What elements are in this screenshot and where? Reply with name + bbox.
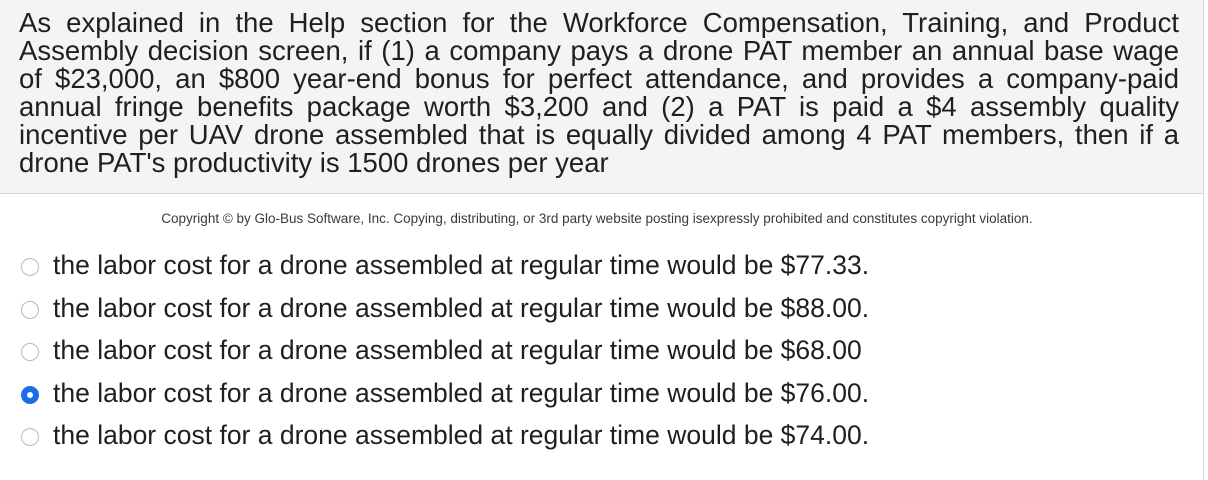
radio-button[interactable]: [21, 343, 39, 361]
question-text: As explained in the Help section for the Workforce Compensation, Training, and Product Assembly decision screen, if (1) a company pays a drone PAT member an annual base wage of $23,000, an $800 year-end bonus for perfect attendance, and provides a company-paid annual fringe benefits package worth $3,200 and (2) a PAT is paid a $4 assembly quality incentive per UAV drone assembled that is equally divided among 4 PAT members, then if a drone PAT's productivity is 1500 drones per year: [19, 7, 1179, 178]
answer-option-5[interactable]: [0, 414, 1200, 457]
answer-option-label[interactable]: the labor cost for a drone assembled at regular time would be $76.00.: [53, 377, 870, 408]
question-panel: [0, 0, 1203, 194]
radio-button[interactable]: [21, 301, 39, 319]
answer-option-label[interactable]: the labor cost for a drone assembled at regular time would be $68.00: [53, 335, 862, 365]
copyright-notice: Copyright © by Glo-Bus Software, Inc. Copying, distributing, or 3rd party website posting isexpressly prohibited and constitutes copyright violation.: [161, 211, 1033, 226]
answer-option-label[interactable]: the labor cost for a drone assembled at regular time would be $74.00.: [53, 420, 870, 450]
page-border: [1203, 0, 1204, 480]
answer-option-3[interactable]: [0, 329, 1200, 372]
radio-button[interactable]: [21, 386, 39, 404]
answer-option-label[interactable]: the labor cost for a drone assembled at regular time would be $88.00.: [53, 292, 870, 323]
answer-options: [0, 244, 1200, 457]
answer-option-1[interactable]: [0, 244, 1200, 287]
answer-option-4[interactable]: [0, 372, 1200, 415]
radio-button[interactable]: [21, 258, 39, 276]
answer-option-label[interactable]: the labor cost for a drone assembled at regular time would be $77.33.: [53, 250, 870, 280]
answer-option-2[interactable]: [0, 287, 1200, 330]
radio-button[interactable]: [21, 428, 39, 446]
